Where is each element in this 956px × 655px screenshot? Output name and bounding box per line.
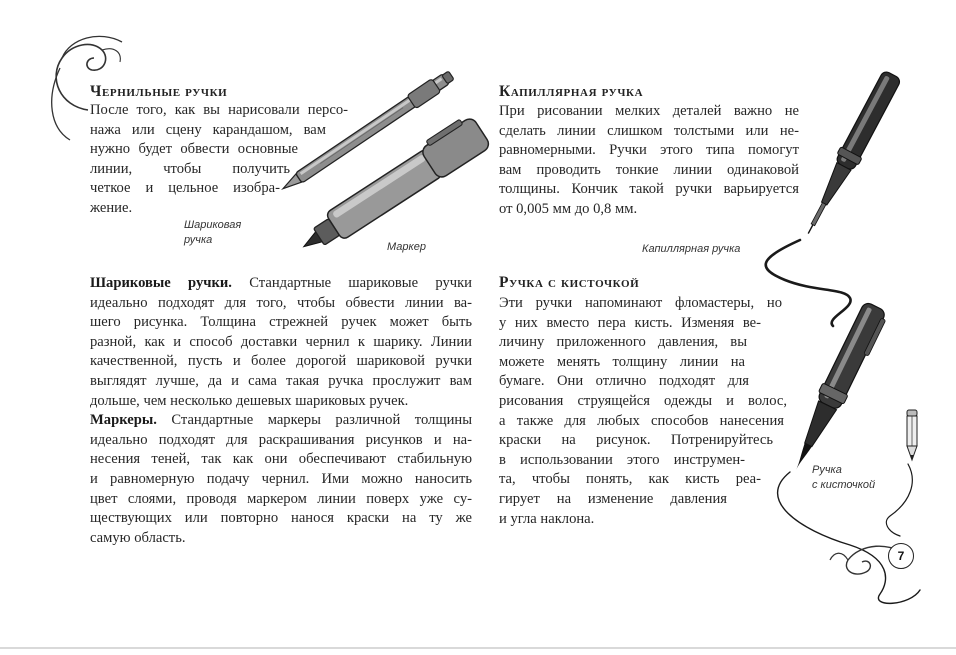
text-line: несения теней, так как они обеспечивают стабильную <box>90 451 472 468</box>
brush-pen-illustration <box>775 295 895 485</box>
text-line: линии, чтобы получить <box>90 160 290 177</box>
text-line: та, чтобы понять, как кисть реа- <box>499 471 761 488</box>
text-line: личину приложенного давления, вы <box>499 334 747 351</box>
text-line: и равномерную подачу чернил. Ими можно наносить <box>90 470 472 487</box>
capillary-pen-illustration <box>790 60 910 250</box>
text-line: выглядят лучше, да и сама такая ручка прослужит вам <box>90 372 472 389</box>
text-line <box>90 274 472 294</box>
text-line: дольше, чем несколько дешевых шариковых ручек. <box>90 392 409 409</box>
lead-markers: Маркеры. <box>90 412 157 429</box>
text-line: нужно будет обвести основные <box>90 141 298 158</box>
text-line: После того, как вы нарисовали персо- <box>90 102 348 118</box>
caption-marker: Маркер <box>387 241 426 253</box>
text-line: нажа или сцену карандашом, вам <box>90 121 326 138</box>
caption-capillary-pen: Капиллярная ручка <box>642 243 741 255</box>
ink-pens-text <box>90 101 348 219</box>
text-line: от 0,005 мм до 0,8 мм. <box>499 200 638 217</box>
text-line: краски на рисунок. Потренируйтесь <box>499 432 773 449</box>
text-line: самую область. <box>90 529 186 546</box>
text-line: рисования струящейся одежды и волос, <box>499 392 787 409</box>
caption-line: Шариковая <box>184 219 242 231</box>
text-line: идеально подходят для того, чтобы обвести линии ва- <box>90 294 472 311</box>
caption-brush-pen <box>812 463 875 493</box>
text-line: идеально подходят для раскрашивания рисунков и на- <box>90 431 472 448</box>
ballpoint-markers-text <box>90 274 472 548</box>
text-line: четкое и цельное изобра- <box>90 180 280 197</box>
text-line: качественной, пусть и более дорогой шариковой ручки <box>90 353 472 370</box>
heading-ink-pens: Чернильные ручки <box>90 83 228 100</box>
text-line: гирует на изменение давления <box>499 490 727 507</box>
text-line: в использовании этого инструмен- <box>499 451 745 468</box>
text-line: жение. <box>90 199 133 216</box>
heading-brush-pen: Ручка с кисточкой <box>499 274 640 291</box>
text-line: у них вместо пера кисть. Изменяя ве- <box>499 314 761 331</box>
brush-pen-text <box>499 294 787 529</box>
page-number-flourish <box>840 530 930 590</box>
text-line: а также для любых способов нанесения <box>499 412 784 429</box>
text-line <box>90 411 472 431</box>
text-line: равномерными. Ручки этого типа помогут <box>499 142 799 159</box>
page-number: 7 <box>888 543 914 569</box>
text-line: и угла наклона. <box>499 510 595 527</box>
lead-ballpoint: Шариковые ручки. <box>90 275 232 291</box>
caption-line: ручка <box>184 234 213 246</box>
text-line: можете менять толщину линии на <box>499 353 745 370</box>
text-line: сделать линии слишком толстыми или не- <box>499 122 799 139</box>
text-line: вам проводить тонкие линии одинаковой <box>499 161 799 178</box>
text-line: При рисовании мелких деталей важно не <box>499 103 799 119</box>
lead-rest: Стандартные маркеры различной толщины <box>156 412 472 429</box>
bottom-rule <box>0 647 956 649</box>
pencil-icon <box>902 408 922 464</box>
caption-line: с кисточкой <box>812 479 876 491</box>
text-line: Эти ручки напоминают фломастеры, но <box>499 295 782 311</box>
heading-capillary-pen: Капиллярная ручка <box>499 83 644 100</box>
text-line: разной, как и способ доставки чернил к шарику. Линии <box>90 333 472 350</box>
text-line: цвет слоями, проводя маркером линии поверх уже су- <box>90 490 472 507</box>
text-line: бумаге. Они отлично подходят для <box>499 373 749 390</box>
capillary-text <box>499 102 799 220</box>
text-line: шего рисунка. Толщина стрежней ручек может быть <box>90 314 472 331</box>
caption-ballpoint <box>184 218 241 248</box>
lead-rest: Стандартные шариковые ручки <box>231 275 472 291</box>
text-line: толщины. Кончик такой ручки варьируется <box>499 181 799 198</box>
text-line: ществующих или повторно нанося краски на ту же <box>90 510 472 527</box>
caption-line: Ручка <box>812 464 842 476</box>
